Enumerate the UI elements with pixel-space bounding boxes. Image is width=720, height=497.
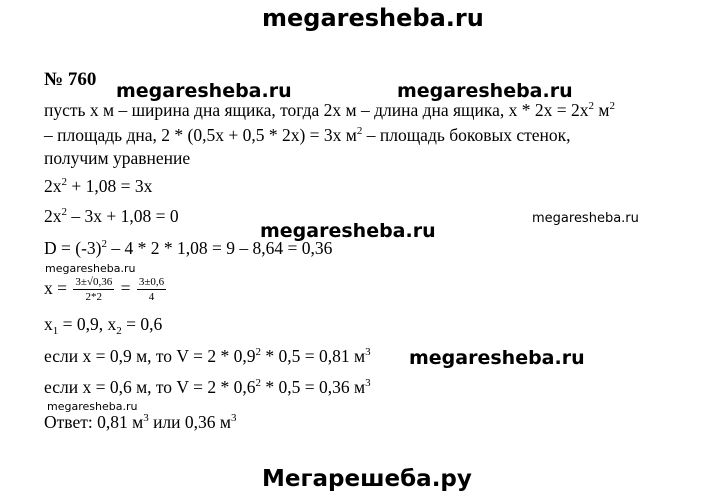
text-segment: пусть х м – ширина дна ящика, тогда 2х м – длина дна ящика, х * 2х = 2х [44,100,589,120]
roots-formula-line [44,274,168,303]
superscript: 2 [61,176,67,188]
text-line-1 [44,100,615,120]
watermark-2: megaresheba.ru [397,80,573,102]
watermark-5: megaresheba.ru [45,262,136,275]
text-segment: = 0,6 [121,314,163,334]
text-segment: – площадь боковых стенок, [362,125,571,145]
fraction-denominator: 2*2 [85,291,103,304]
superscript: 3 [230,412,237,424]
superscript: 2 [609,100,615,112]
watermark-3: megaresheba.ru [260,220,436,242]
text-segment: x = [44,278,67,298]
text-segment: = 0,9, x [58,314,117,334]
discriminant-line [44,238,332,258]
text-line-3: получим уравнение [44,148,191,168]
superscript: 2 [61,206,67,218]
answer-line [44,412,236,432]
text-segment: – 4 * 2 * 1,08 = 9 – 8,64 = 0,36 [107,238,333,258]
text-segment: Ответ: 0,81 м [44,412,144,432]
fraction-2 [137,276,166,303]
text-segment: если х = 0,9 м, то V = 2 * 0,9 [44,346,256,366]
watermark-top: megaresheba.ru [262,4,484,32]
watermark-7: megaresheba.ru [47,400,138,413]
watermark-4: megaresheba.ru [532,211,639,226]
text-segment: – площадь дна, 2 * (0,5х + 0,5 * 2х) = 3х м [44,125,357,145]
superscript: 2 [255,346,261,358]
superscript: 3 [365,377,371,389]
fraction-1 [73,276,114,303]
superscript: 2 [588,100,595,112]
text-segment: D = (-3) [44,238,102,258]
text-segment: + 1,08 = 3x [67,176,153,196]
equals-sign: = [120,278,131,298]
volume-line-1 [44,346,371,366]
watermark-6: megaresheba.ru [409,347,585,369]
text-segment: или 0,36 м [148,412,231,432]
text-segment: м [594,100,610,120]
superscript: 3 [143,412,149,424]
text-segment: если х = 0,6 м, то V = 2 * 0,6 [44,377,256,397]
text-segment: 2x [44,176,62,196]
text-segment: – 3x + 1,08 = 0 [67,206,179,226]
volume-line-2 [44,377,371,397]
text-segment: * 0,5 = 0,36 м [261,377,366,397]
equation-line-4 [44,176,152,196]
superscript: 2 [255,377,261,389]
equation-line-5 [44,206,179,226]
superscript: 3 [365,346,371,358]
watermark-1: megaresheba.ru [116,80,292,102]
fraction-numerator: 3±0,6 [138,276,165,289]
roots-values-line [44,314,163,337]
watermark-bottom: Мегарешеба.ру [262,466,472,492]
text-line-2 [44,125,571,145]
fraction-numerator: 3±√0,36 [75,276,113,289]
subscript: 2 [116,325,122,337]
text-segment: 2x [44,206,62,226]
superscript: 2 [356,125,363,137]
subscript: 1 [52,325,59,337]
text-segment: * 0,5 = 0,81 м [261,346,366,366]
fraction-denominator: 4 [148,291,155,304]
problem-number: № 760 [44,69,97,90]
text-segment: x [44,314,53,334]
superscript: 2 [101,238,107,250]
